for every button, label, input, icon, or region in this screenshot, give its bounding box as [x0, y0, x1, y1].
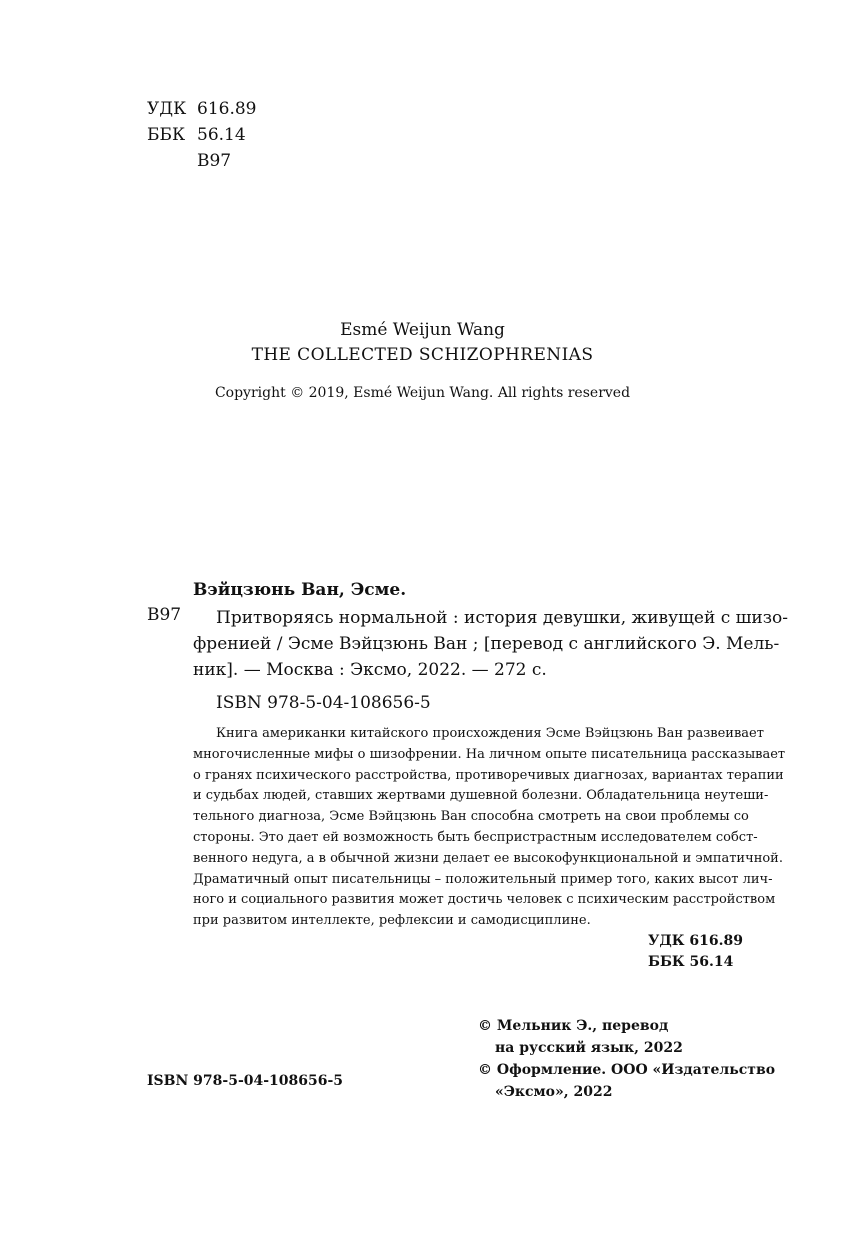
bbk-line: [147, 122, 256, 148]
copyright-credits: [478, 1015, 775, 1103]
udk-label: УДК: [147, 99, 187, 119]
udk-value: 616.89: [197, 99, 257, 119]
credit-line: © Мельник Э., перевод: [478, 1018, 669, 1034]
annotation-line: ного и социального развития может достичь человек с психическим расстройством: [193, 892, 776, 908]
annotation-line: Книга американки китайского происхождения Эсме Вэйцзюнь Ван развеивает: [216, 726, 764, 741]
bbk-value: 56.14: [197, 125, 246, 145]
description-line: Притворяясь нормальной : история девушки, живущей с шизо-: [216, 608, 789, 628]
annotation-line: Драматичный опыт писательницы – положительный пример того, каких высот лич-: [193, 871, 773, 887]
bbk-label: ББК: [147, 125, 186, 145]
credit-line: на русский язык, 2022: [495, 1040, 683, 1056]
credit-line: © Оформление. ООО «Издательство: [478, 1062, 776, 1078]
annotation-line: при развитом интеллекте, рефлексии и самодисциплине.: [193, 913, 591, 929]
annotation-line: стороны. Это дает ей возможность быть беспристрастным исследователем собст-: [193, 829, 758, 845]
bottom-classification: [648, 931, 743, 973]
bottom-bbk: ББК 56.14: [648, 954, 734, 970]
annotation-line: и судьбах людей, ставших жертвами душевной болезни. Обладательница неутеши-: [193, 788, 769, 804]
footer-isbn: ISBN 978-5-04-108656-5: [147, 1073, 344, 1089]
record-author-code: В97: [147, 605, 182, 625]
description-line: ник]. — Москва : Эксмо, 2022. — 272 с.: [193, 660, 547, 680]
record-isbn: ISBN 978-5-04-108656-5: [216, 693, 431, 713]
author-code: В97: [197, 151, 232, 171]
bibliographic-description: [193, 605, 789, 683]
author-code-line: [147, 148, 256, 174]
original-author: Esmé Weijun Wang: [340, 320, 505, 340]
annotation-line: венного недуга, а в обычной жизни делает ее высокофункциональной и эмпатичной.: [193, 850, 783, 866]
annotation: [193, 724, 786, 932]
description-line: френией / Эсме Вэйцзюнь Ван ; [перевод с английского Э. Мель-: [193, 634, 780, 654]
udk-line: [147, 96, 256, 122]
annotation-line: многочисленные мифы о шизофрении. На личном опыте писательница рассказывает: [193, 746, 786, 762]
original-copyright: Copyright © 2019, Esmé Weijun Wang. All rights reserved: [214, 385, 631, 401]
author-heading: Вэйцзюнь Ван, Эсме.: [193, 580, 407, 600]
bottom-udk: УДК 616.89: [648, 933, 743, 949]
annotation-line: о гранях психического расстройства, противоречивых диагнозах, вариантах терапии: [193, 767, 784, 783]
credit-line: «Эксмо», 2022: [495, 1084, 613, 1100]
classification-codes: [147, 96, 256, 174]
annotation-line: тельного диагноза, Эсме Вэйцзюнь Ван способна смотреть на свои проблемы со: [193, 809, 749, 825]
original-title: THE COLLECTED SCHIZOPHRENIAS: [251, 345, 594, 365]
